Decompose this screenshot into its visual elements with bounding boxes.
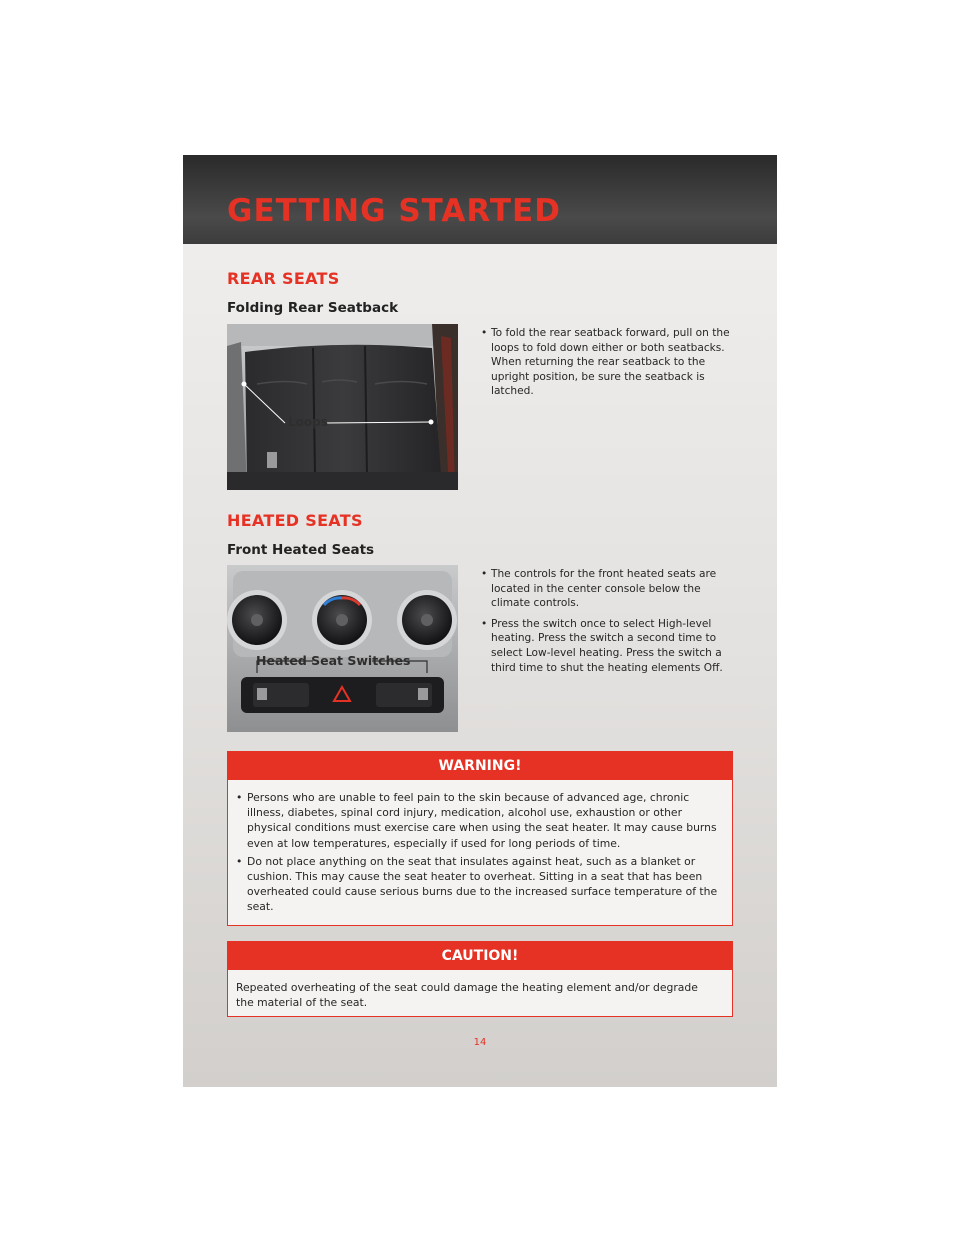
list-item: • To fold the rear seatback forward, pull on the loops to fold down either or both seatbacks. When returning the rear seatback to the upright position, be sure the seatback is latched. (481, 326, 739, 399)
list-item: • The controls for the front heated seats are located in the center console below the climate controls. (481, 567, 739, 611)
warning-title: WARNING! (228, 752, 732, 780)
rear-seats-bullets (481, 326, 739, 405)
caution-text: Repeated overheating of the seat could damage the heating element and/or degrade the material of the seat. (236, 981, 698, 1010)
rear-seats-subtitle: Folding Rear Seatback (227, 300, 399, 316)
rear-seat-photo (227, 324, 458, 490)
list-item: • Do not place anything on the seat that insulates against heat, such as a blanket or cushion. This may cause the seat heater to overheat. Sitting in a seat that has been overheated could cause serious burns due to the increased surface temperature of the seat. (236, 854, 718, 915)
warning-list (228, 780, 732, 926)
heated-seats-title: HEATED SEATS (227, 511, 363, 530)
list-item: • Press the switch once to select High-level heating. Press the switch a second time to select Low-level heating. Press the switch a third time to shut the heating elements Off. (481, 617, 739, 675)
header-title: GETTING STARTED (227, 193, 561, 229)
heated-seat-controls-photo (227, 565, 458, 732)
warning-box (227, 751, 733, 926)
manual-page (183, 155, 777, 1087)
loops-label: Loops (288, 415, 328, 429)
page-number: 14 (473, 1037, 487, 1048)
rear-seats-title: REAR SEATS (227, 269, 340, 288)
list-item: • Persons who are unable to feel pain to the skin because of advanced age, chronic illness, diabetes, spinal cord injury, medication, alcohol use, exhaustion or other physical conditions must exercise care when using the seat heater. It may cause burns even at low temperatures, especially if used for long periods of time. (236, 790, 718, 851)
heated-seats-bullets (481, 567, 739, 681)
heated-seat-switches-label: Heated Seat Switches (256, 653, 411, 668)
page-header (183, 155, 777, 244)
heated-seats-subtitle: Front Heated Seats (227, 542, 375, 558)
caution-title: CAUTION! (228, 942, 732, 970)
caution-box (227, 941, 733, 1017)
